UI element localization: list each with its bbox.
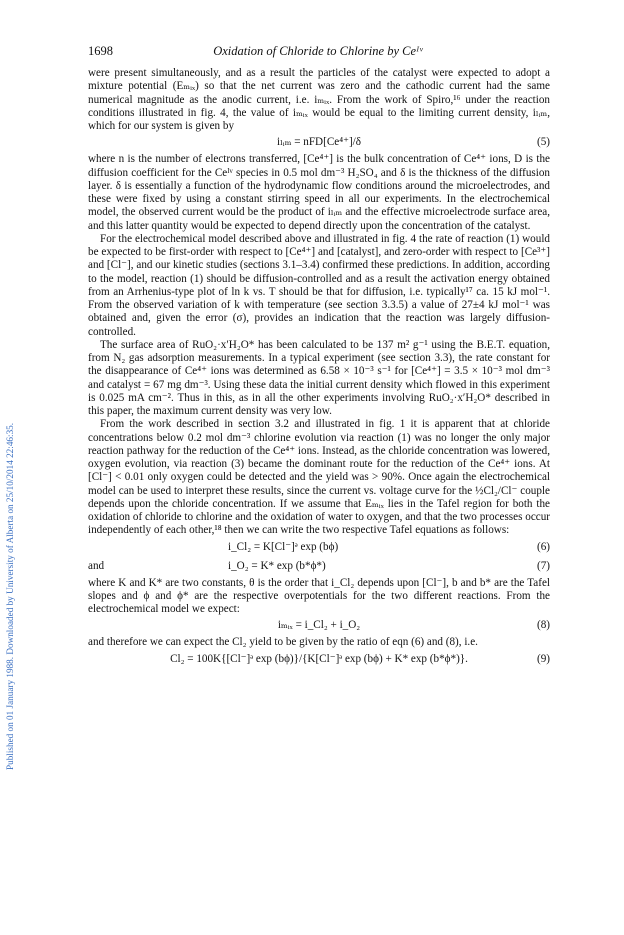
equation-9 <box>88 651 550 668</box>
equation-number: (6) <box>537 540 550 553</box>
equation-number: (5) <box>537 136 550 149</box>
equation-8 <box>88 617 550 634</box>
equation-number: (7) <box>537 559 550 572</box>
paragraph: were present simultaneously, and as a result the particles of the catalyst were expected to adopt a mixture potential (Eₘᵢₓ) so that the net current was zero and the cathodic current had the same numerical magnitude as the anodic current, i.e. iₘᵢₓ. From the work of Spiro,¹⁶ under the reaction conditions illustrated in fig. 4, the value of iₘᵢₓ would be equal to the limiting current density, iₗᵢₘ, which for our system is given by <box>88 67 550 132</box>
paragraph: From the work described in section 3.2 and illustrated in fig. 1 it is apparent that at chloride concentrations below 0.2 mol dm⁻³ chlorine evolution via reaction (1) was no longer the only major reaction pathway for the reduction of the Ce⁴⁺ ions. Instead, as the chloride concentration was lowered, oxygen evolution, via reaction (3) became the dominant route for the reduction of the Ce⁴⁺ ions. At [Cl⁻] < 0.01 only oxygen could be detected and the yield was > 90%. Once again the electrochemical model can be used to interpret these results, since the current vs. voltage curve for the ½Cl₂/Cl⁻ couple depends upon the chloride concentration. If we assume that Eₘᵢₓ lies in the Tafel region for both the oxidation of chloride to chlorine and the oxidation of water to oxygen, and that the two processes occur independently of each other,¹⁸ then we can write the two respective Tafel equations as follows: <box>88 418 550 537</box>
equation-prefix: and <box>88 559 105 572</box>
equation-6 <box>88 539 550 556</box>
page-number: 1698 <box>88 44 113 58</box>
publication-sidebar <box>5 150 23 770</box>
running-title: Oxidation of Chloride to Chlorine by Ceᴵᵛ <box>213 44 423 58</box>
equation-formula: iₘᵢₓ = i_Cl₂ + i_O₂ <box>277 619 361 632</box>
equation-number: (9) <box>537 652 550 665</box>
equation-formula: i_Cl₂ = K[Cl⁻]ᵊ exp (bϕ) <box>228 540 339 553</box>
paragraph: For the electrochemical model described above and illustrated in fig. 4 the rate of reaction (1) would be expected to be first-order with respect to [Ce⁴⁺] and [catalyst], and zero-order with respect to [Ce³⁺] and [Cl⁻], and our kinetic studies (sections 3.1–3.4) confirmed these predictions. In addition, according to the model, reaction (1) should be diffusion-controlled and as a result the activation energy obtained from an Arrhenius-type plot of ln k vs. T should be that for diffusion, i.e. typically¹⁷ ca. 15 kJ mol⁻¹. From the observed variation of k with temperature (see section 3.3.5) a value of 27±4 kJ mol⁻¹ was obtained and, given the error (σ), provides an indication that the reaction was largely diffusion-controlled. <box>88 232 550 338</box>
equation-formula: i_O₂ = K* exp (b*ϕ*) <box>228 559 326 572</box>
paragraph: where n is the number of electrons transferred, [Ce⁴⁺] is the bulk concentration of Ce⁴⁺ ions, D is the diffusion coefficient for the Ceᴵᵛ species in 0.5 mol dm⁻³ H₂SO₄ and δ is the thickness of the diffusion layer. δ is essentially a function of the hydrodynamic flow conditions around the microelectrodes, and these were fixed by using a constant stirring speed in all our experiments. In the electrochemical model, the observed current would be the product of iₗᵢₘ and the effective microelectrode surface area, and this latter quantity would be expected to depend directly upon the concentration of the catalyst. <box>88 153 550 232</box>
equation-formula: Cl₂ = 100K{[Cl⁻]ᵊ exp (bϕ)}/{K[Cl⁻]ᵊ exp (bϕ) + K* exp (b*ϕ*)}. <box>170 652 468 665</box>
equation-number: (8) <box>537 619 550 632</box>
paragraph: The surface area of RuO₂·x′H₂O* has been calculated to be 137 m² g⁻¹ using the B.E.T. equation, from N₂ gas adsorption measurements. In a typical experiment (see section 3.3), the rate constant for the disappearance of Ce⁴⁺ ions was determined as 6.58 × 10⁻³ s⁻¹ for [Ce⁴⁺] = 3.5 × 10⁻³ mol dm⁻³ and catalyst = 67 mg dm⁻³. Using these data the initial current density which flowed in this experiment is 0.025 mA cm⁻². Thus in this, as in all the other experiments involving RuO₂·x′H₂O* described in this paper, the maximum current density was very low. <box>88 338 550 417</box>
download-notice-link[interactable]: Published on 01 January 1988. Downloaded by University of Alberta on 25/10/2014 22:46:35. <box>5 422 15 770</box>
equation-5 <box>88 134 550 151</box>
article-body <box>88 67 550 670</box>
equation-formula: iₗᵢₘ = nFD[Ce⁴⁺]/δ <box>276 136 362 149</box>
equation-7 <box>88 558 550 575</box>
paragraph: and therefore we can expect the Cl₂ yield to be given by the ratio of eqn (6) and (8), i.e. <box>88 636 478 649</box>
paragraph: where K and K* are two constants, θ is the order that i_Cl₂ depends upon [Cl⁻], b and b* are the Tafel slopes and ϕ and ϕ* are the respective overpotentials for the two different reactions. From the electrochemical model we expect: <box>88 576 550 615</box>
